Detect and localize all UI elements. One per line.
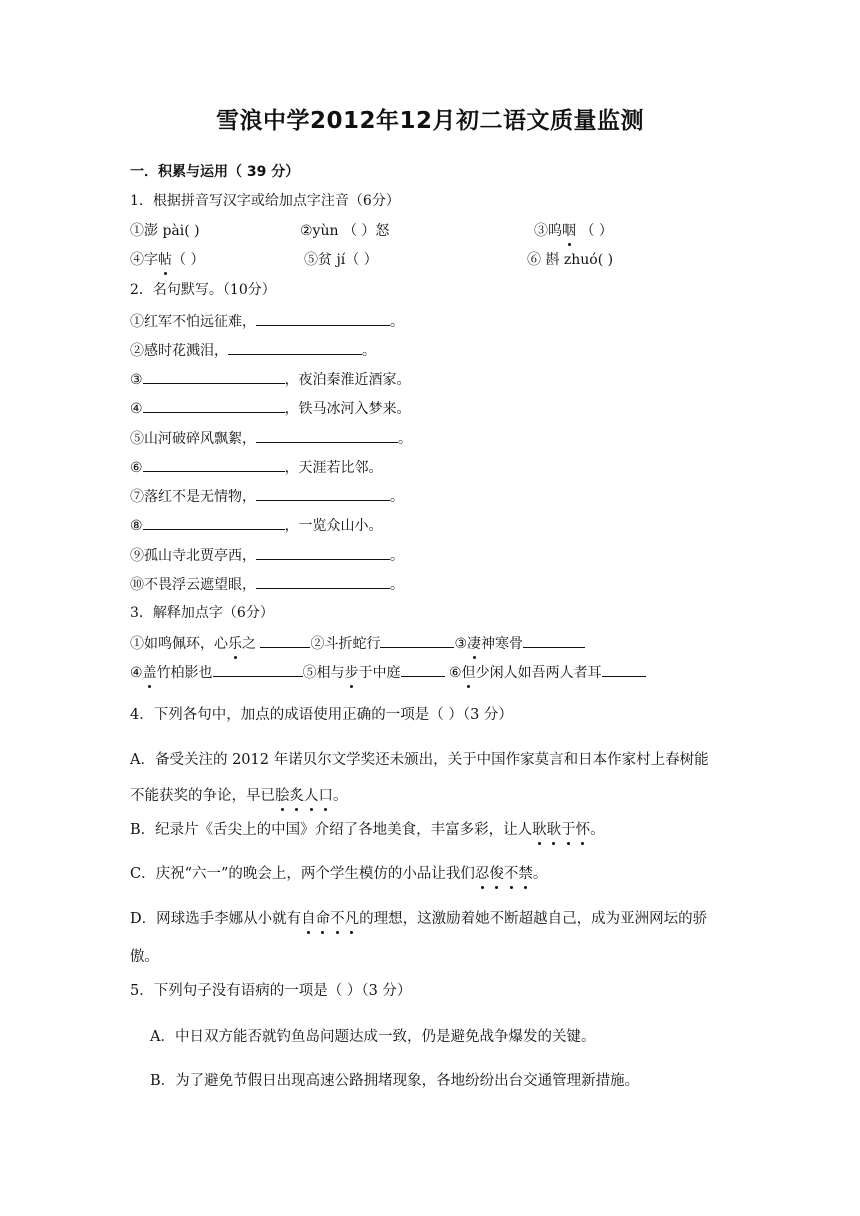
q2-item: ②感时花溅泪， 。 xyxy=(130,340,376,361)
answer-blank xyxy=(256,545,390,560)
emphasis-dot-char: 炙 xyxy=(289,788,304,804)
q3-row2: ④盖竹柏影也 ⑤相与步于中庭 ⑥但少闲人如吾两人者耳 xyxy=(130,662,646,683)
answer-blank xyxy=(602,662,646,677)
q1-item-4: ④字帖（ ） xyxy=(130,252,205,268)
emphasis-dot-char: 乐 xyxy=(228,636,242,652)
q5-option-b: B．为了避免节假日出现高速公路拥堵现象，各地纷纷出台交通管理新措施。 xyxy=(150,1073,640,1089)
answer-blank xyxy=(256,486,390,501)
answer-blank xyxy=(401,662,445,677)
q2-item: ①红军不怕远征难， 。 xyxy=(130,311,404,332)
emphasis-dot-char: 不 xyxy=(330,911,345,927)
emphasis-dot-char: 口 xyxy=(318,788,333,804)
q4-option-a: A．备受关注的 2012 年诺贝尔文学奖还未颁出，关于中国作家莫言和日本作家村上春树能 xyxy=(130,752,709,768)
answer-blank xyxy=(143,398,285,413)
q1-item-5: ⑤贫 jí（ ） xyxy=(304,252,378,268)
answer-blank xyxy=(256,311,390,326)
q2-item: ⑦落红不是无情物， 。 xyxy=(130,486,404,507)
emphasis-dot-char: 脍 xyxy=(275,788,290,804)
answer-blank xyxy=(256,428,398,443)
emphasis-dot-char: 忍 xyxy=(474,866,490,882)
answer-blank xyxy=(256,574,390,589)
emphasis-dot-char: 耿 xyxy=(532,822,547,838)
q4-option-d-cont: 傲。 xyxy=(130,949,159,965)
q4-stem: 4．下列各句中，加点的成语使用正确的一项是（ ）（3 分） xyxy=(130,707,513,723)
q2-item: ④ ，铁马冰河入梦来。 xyxy=(130,398,411,419)
answer-blank xyxy=(213,662,303,677)
answer-blank xyxy=(143,369,285,384)
q1-item-3: ③呜咽 （ ） xyxy=(534,223,613,239)
emphasis-idiom xyxy=(275,788,333,804)
q2-item: ⑨孤山寺北贾亭西， 。 xyxy=(130,545,404,566)
answer-blank xyxy=(228,340,362,355)
q3-row1: ①如鸣佩环，心乐之 ②斗折蛇行 ③凄神寒骨 xyxy=(130,633,585,654)
emphasis-dot-char: 步 xyxy=(344,665,359,681)
q2-item: ⑧ ，一览众山小。 xyxy=(130,515,383,536)
emphasis-dot-char: 凄 xyxy=(467,636,482,652)
q4-option-a-cont: 不能获奖的争论，早已脍炙人口。 xyxy=(130,788,348,804)
emphasis-dot-char: 自 xyxy=(301,911,316,927)
emphasis-dot-char: 盖 xyxy=(142,665,157,681)
q2-item: ⑥ ，天涯若比邻。 xyxy=(130,457,383,478)
q3-stem: 3．解释加点字（6分） xyxy=(130,605,274,621)
emphasis-idiom xyxy=(532,822,590,838)
page-title: 雪浪中学2012年12月初二语文质量监测 xyxy=(215,108,645,134)
answer-blank xyxy=(523,633,585,648)
answer-blank xyxy=(260,633,310,648)
answer-blank xyxy=(143,457,285,472)
emphasis-dot-char: 但 xyxy=(461,665,476,681)
q1-item-6: ⑥ 斟 zhuó( ) xyxy=(527,252,614,268)
emphasis-dot-char: 命 xyxy=(315,911,331,927)
emphasis-dot-char: 人 xyxy=(304,788,319,804)
emphasis-dot-char: 帖 xyxy=(158,252,172,268)
q1-stem: 1．根据拼音写汉字或给加点字注音（6分） xyxy=(130,193,400,209)
q2-item: ⑩不畏浮云遮望眼， 。 xyxy=(130,574,404,595)
emphasis-idiom xyxy=(301,911,359,927)
emphasis-dot-char: 不 xyxy=(503,866,519,882)
emphasis-dot-char: 俊 xyxy=(489,866,504,882)
q4-option-d: D．网球选手李娜从小就有自命不凡的理想，这激励着她不断超越自己，成为亚洲网坛的骄 xyxy=(130,911,708,927)
emphasis-dot-char: 咽 xyxy=(562,223,576,239)
q2-item: ③ ，夜泊秦淮近酒家。 xyxy=(130,369,411,390)
answer-blank xyxy=(380,633,454,648)
emphasis-dot-char: 禁 xyxy=(518,866,533,882)
section-header: 一．积累与运用（ 39 分） xyxy=(130,164,300,180)
q1-item-2: ②yùn （ ）怒 xyxy=(300,223,390,239)
q2-item: ⑤山河破碎风飘絮， 。 xyxy=(130,428,412,449)
q5-stem: 5．下列句子没有语病的一项是（ ）（3 分） xyxy=(130,983,412,999)
emphasis-dot-char: 怀 xyxy=(575,822,591,838)
q5-option-a: A．中日双方能否就钓鱼岛问题达成一致，仍是避免战争爆发的关键。 xyxy=(150,1029,596,1045)
q2-stem: 2．名句默写。（10分） xyxy=(130,282,276,298)
emphasis-dot-char: 于 xyxy=(561,822,576,838)
q4-option-b: B．纪录片《舌尖上的中国》介绍了各地美食，丰富多彩，让人耿耿于怀。 xyxy=(130,822,605,838)
answer-blank xyxy=(143,515,285,530)
emphasis-dot-char: 耿 xyxy=(546,822,562,838)
emphasis-idiom xyxy=(475,866,533,882)
emphasis-dot-char: 凡 xyxy=(344,911,360,927)
q1-item-1: ①澎 pài( ) xyxy=(130,223,200,239)
q4-option-c: C．庆祝“六一”的晚会上，两个学生模仿的小品让我们忍俊不禁。 xyxy=(130,866,548,882)
